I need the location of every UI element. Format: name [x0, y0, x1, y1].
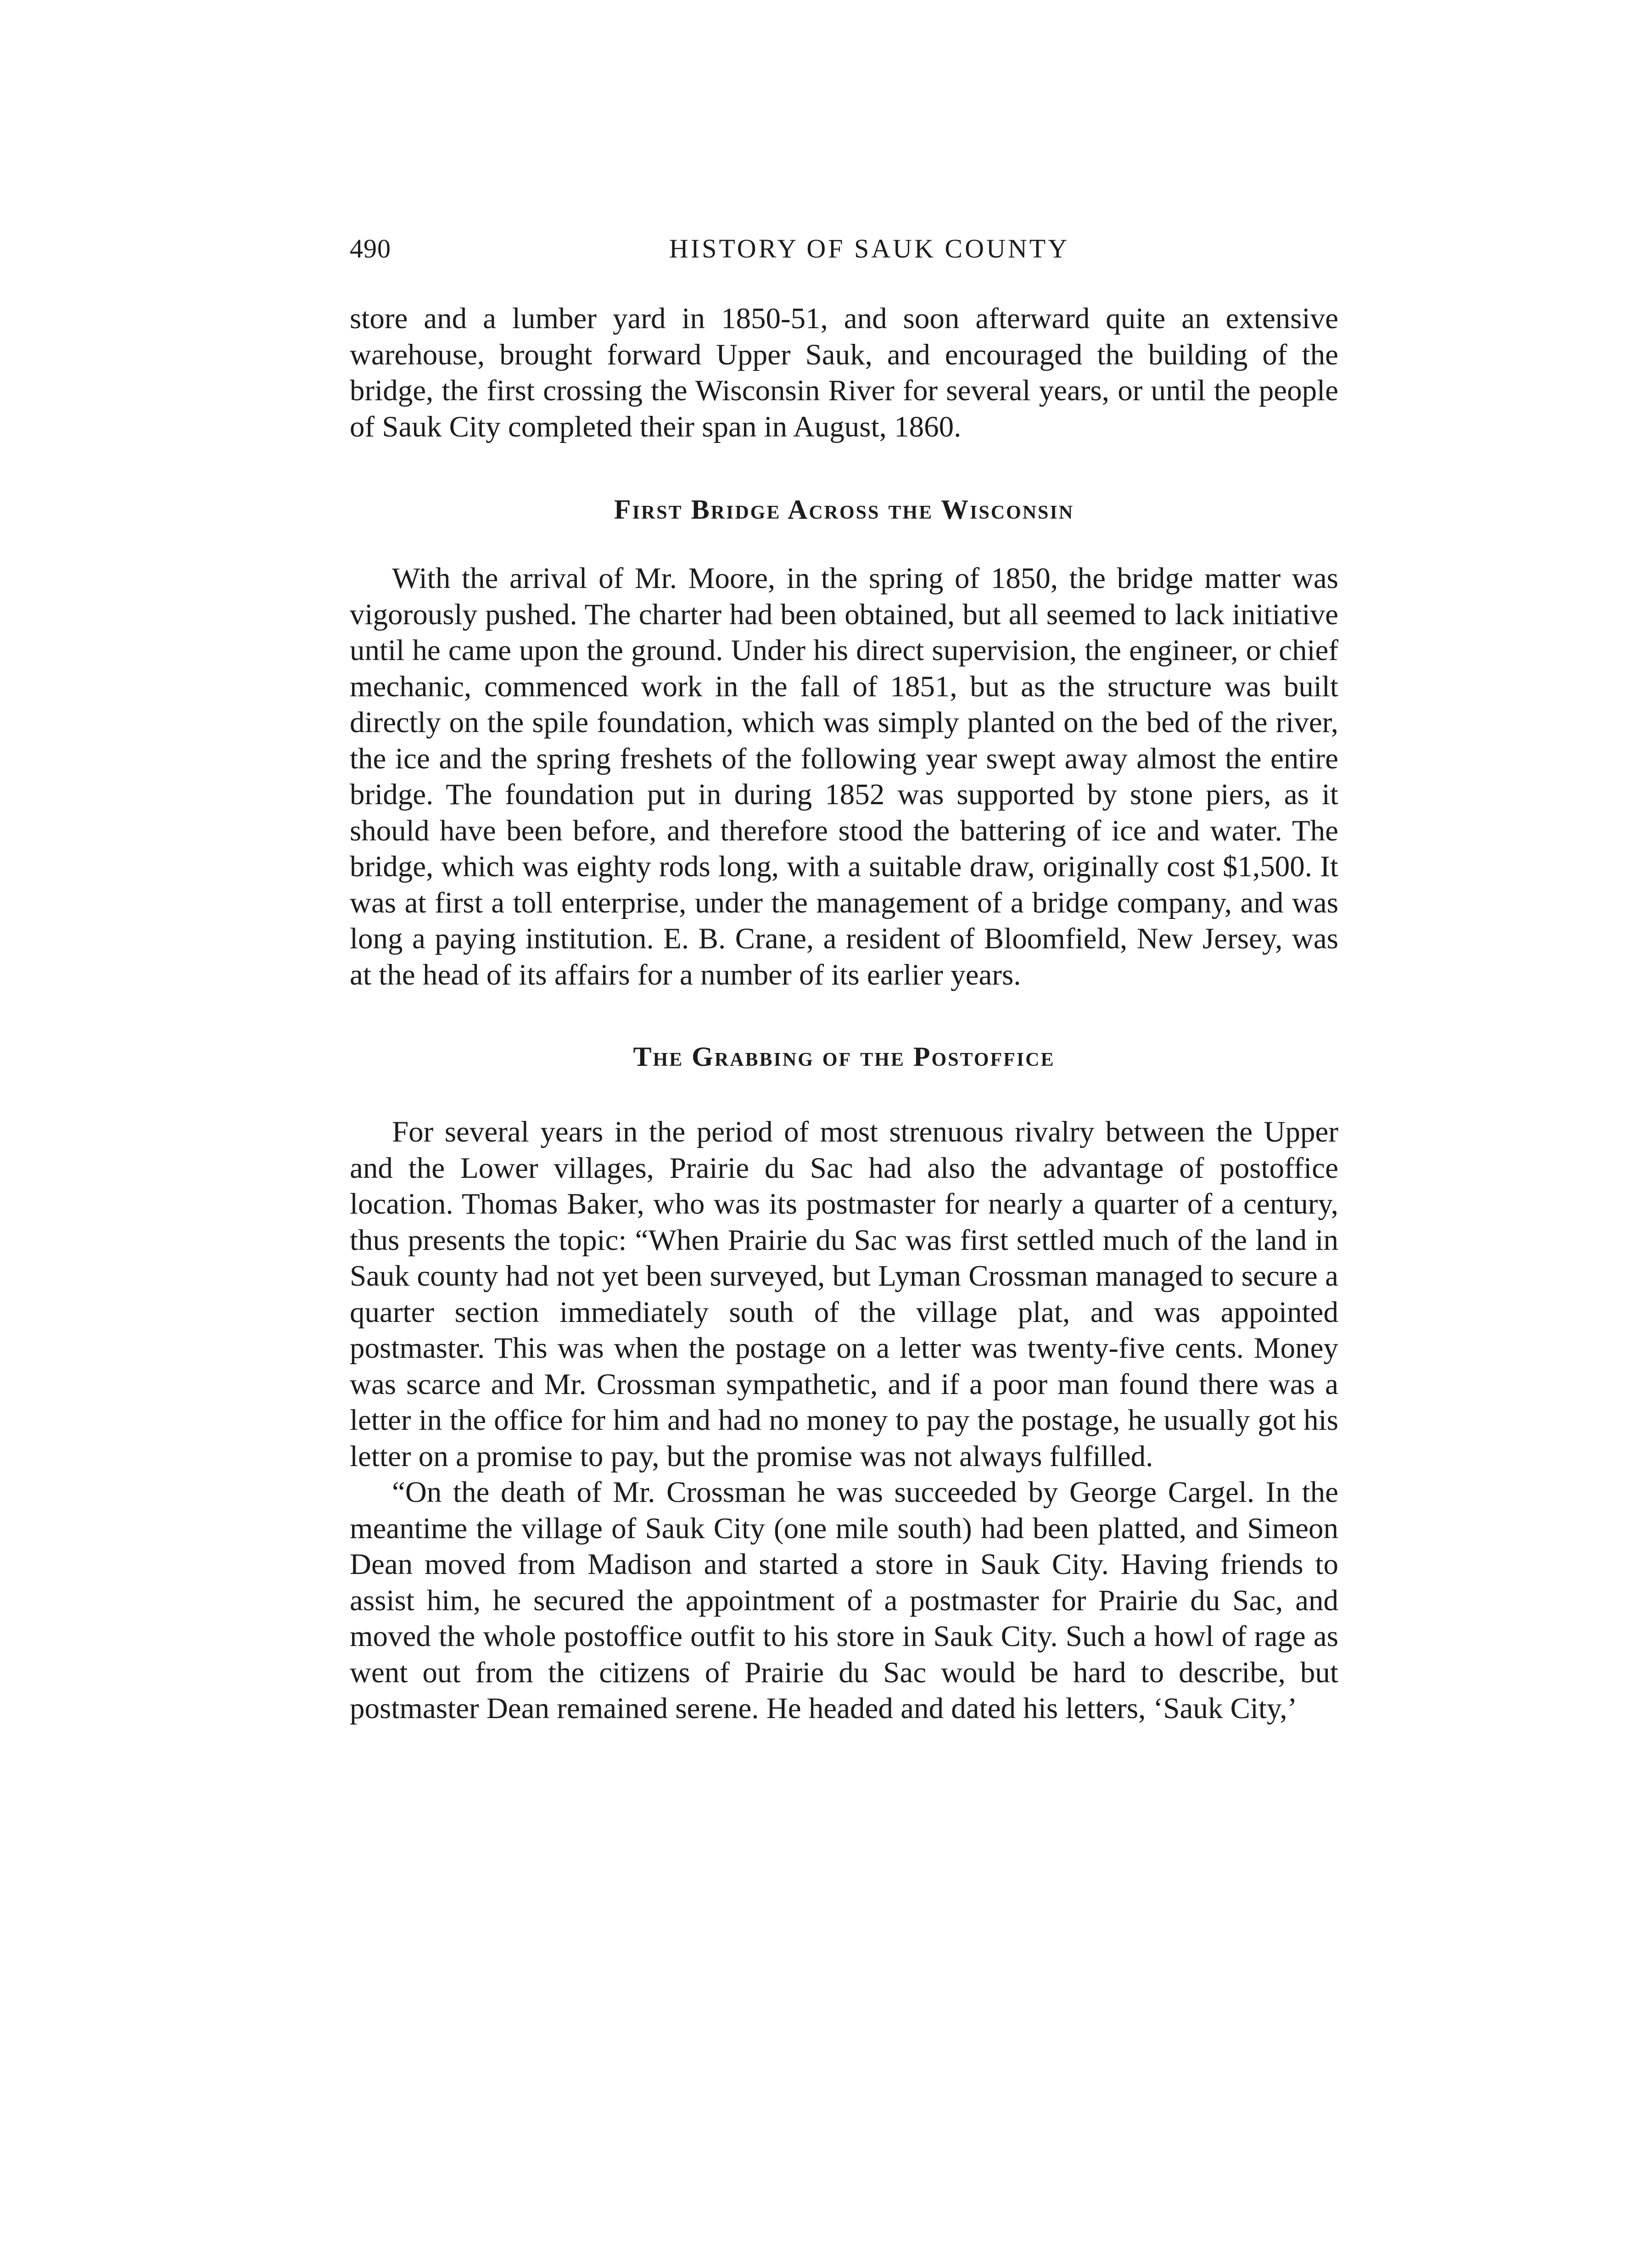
paragraph-continued: store and a lumber yard in 1850-51, and soon afterward quite an extensive warehouse, brought forward Upper Sauk, and encouraged the building of the bridge, the first crossing the Wisconsin River for several years, or until the people of Sauk City completed their span in August, 1860.	[350, 302, 1338, 443]
paragraph-postoffice: For several years in the period of most strenuous rivalry between the Upper and the Lower villages, Prairie du Sac had also the advantage of postoffice location. Thomas Baker, who was its postmaster for nearly a quarter of a century, thus presents the topic: “When Prairie du Sac was first settled much of the land in Sauk county had not yet been surveyed, but Lyman Crossman managed to secure a quarter section immediately south of the village plat, and was appointed postmaster. This was when the postage on a letter was twenty-five cents. Money was scarce and Mr. Crossman sympathetic, and if a poor man found there was a letter in the office for him and had no money to pay the postage, he usually got his letter on a promise to pay, but the promise was not always fulfilled.	[350, 1115, 1338, 1473]
paragraph-crossman-death: “On the death of Mr. Crossman he was succeeded by George Cargel. In the meantime the village of Sauk City (one mile south) had been platted, and Simeon Dean moved from Madison and started a store in Sauk City. Having friends to assist him, he secured the appointment of a postmaster for Prairie du Sac, and moved the whole postoffice outfit to his store in Sauk City. Such a howl of rage as went out from the citizens of Prairie du Sac would be hard to describe, but postmaster Dean remained serene. He headed and dated his letters, ‘Sauk City,’	[350, 1476, 1338, 1725]
paragraph-bridge: With the arrival of Mr. Moore, in the spring of 1850, the bridge matter was vigorously pushed. The charter had been obtained, but all seemed to lack initiative until he came upon the ground. Under his direct supervision, the engineer, or chief mechanic, commenced work in the fall of 1851, but as the structure was built directly on the spile foundation, which was simply planted on the bed of the river, the ice and the spring freshets of the following year swept away almost the entire bridge. The foundation put in during 1852 was supported by stone piers, as it should have been before, and therefore stood the battering of ice and water. The bridge, which was eighty rods long, with a suitable draw, originally cost $1,500. It was at first a toll enterprise, under the management of a bridge company, and was long a paying institution. E. B. Crane, a resident of Bloomfield, New Jersey, was at the head of its affairs for a number of its earlier years.	[350, 562, 1338, 991]
page-header	[350, 233, 1338, 274]
page-number: 490	[350, 234, 391, 263]
running-title: HISTORY OF SAUK COUNTY	[669, 234, 1070, 263]
body-text	[350, 301, 1338, 1727]
section-heading-postoffice: The Grabbing of the Postoffice	[633, 1042, 1055, 1072]
section-heading-first-bridge: First Bridge Across the Wisconsin	[614, 494, 1074, 525]
